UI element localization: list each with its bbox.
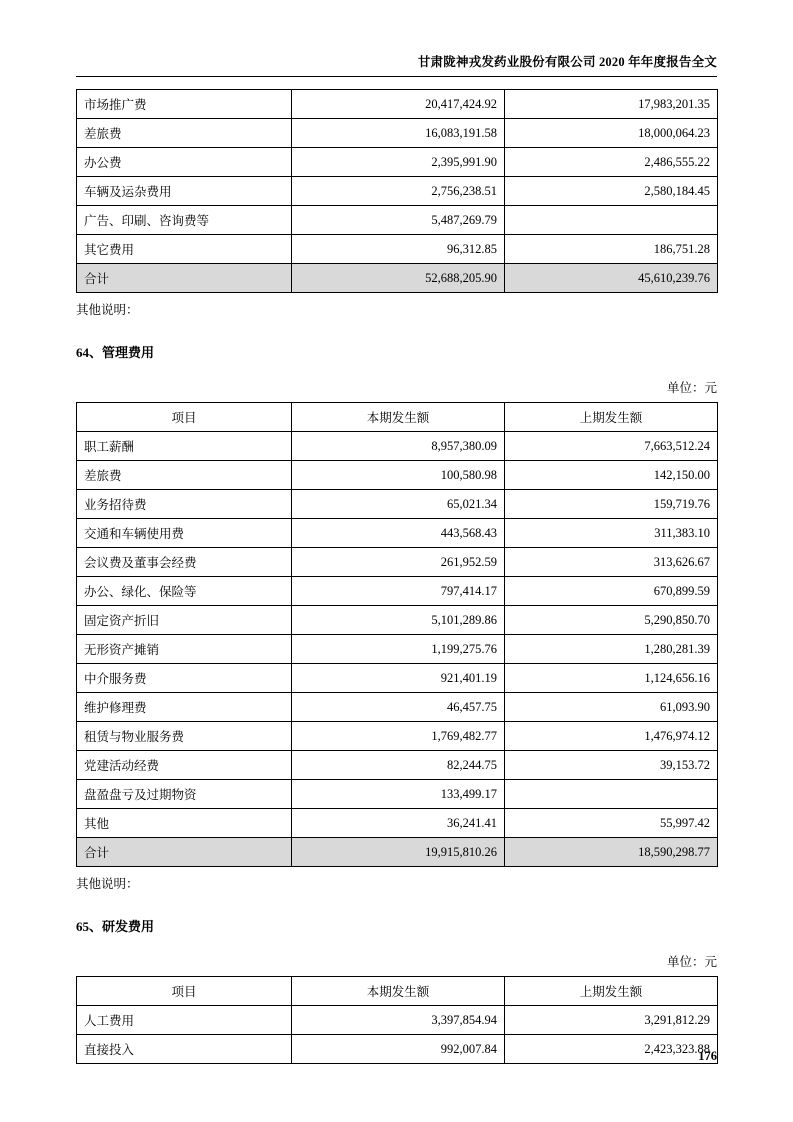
cell-previous: 55,997.42 — [505, 809, 718, 838]
table-header-row — [77, 977, 718, 1006]
table-row — [77, 432, 718, 461]
table-row — [77, 461, 718, 490]
cell-current: 3,397,854.94 — [292, 1006, 505, 1035]
cell-current: 797,414.17 — [292, 577, 505, 606]
cell-current: 2,395,991.90 — [292, 148, 505, 177]
cell-current: 19,915,810.26 — [292, 838, 505, 867]
note-other-explanation-2: 其他说明： — [76, 877, 139, 891]
cell-previous: 313,626.67 — [505, 548, 718, 577]
table-row — [77, 119, 718, 148]
cell-previous: 670,899.59 — [505, 577, 718, 606]
cell-item: 其它费用 — [77, 235, 292, 264]
column-header-current: 本期发生额 — [292, 977, 505, 1006]
cell-previous: 1,280,281.39 — [505, 635, 718, 664]
selling-expense-table-wrapper — [76, 89, 717, 293]
cell-previous: 5,290,850.70 — [505, 606, 718, 635]
cell-current: 82,244.75 — [292, 751, 505, 780]
cell-current: 100,580.98 — [292, 461, 505, 490]
page-number: 176 — [698, 1049, 717, 1063]
cell-current: 36,241.41 — [292, 809, 505, 838]
cell-previous: 1,476,974.12 — [505, 722, 718, 751]
table-row — [77, 577, 718, 606]
cell-previous: 159,719.76 — [505, 490, 718, 519]
cell-current: 65,021.34 — [292, 490, 505, 519]
cell-item: 无形资产摊销 — [77, 635, 292, 664]
cell-item: 维护修理费 — [77, 693, 292, 722]
unit-label-65: 单位：元 — [666, 955, 717, 969]
cell-item: 盘盈盘亏及过期物资 — [77, 780, 292, 809]
cell-item: 差旅费 — [77, 461, 292, 490]
table-row — [77, 90, 718, 119]
table-row-total — [77, 838, 718, 867]
cell-current: 921,401.19 — [292, 664, 505, 693]
cell-previous: 45,610,239.76 — [505, 264, 718, 293]
table-row — [77, 780, 718, 809]
table-row — [77, 1035, 718, 1064]
table-row — [77, 235, 718, 264]
cell-previous: 3,291,812.29 — [505, 1006, 718, 1035]
section-title-65: 65、研发费用 — [76, 919, 155, 934]
cell-item: 职工薪酬 — [77, 432, 292, 461]
unit-label-64: 单位：元 — [666, 381, 717, 395]
cell-previous: 186,751.28 — [505, 235, 718, 264]
cell-item: 差旅费 — [77, 119, 292, 148]
table-row — [77, 1006, 718, 1035]
cell-previous: 311,383.10 — [505, 519, 718, 548]
cell-item: 租赁与物业服务费 — [77, 722, 292, 751]
header-title: 甘肃陇神戎发药业股份有限公司 2020 年年度报告全文 — [417, 55, 717, 69]
cell-current: 1,769,482.77 — [292, 722, 505, 751]
rnd-expense-table — [76, 976, 718, 1064]
cell-current: 8,957,380.09 — [292, 432, 505, 461]
table-row — [77, 206, 718, 235]
cell-current: 20,417,424.92 — [292, 90, 505, 119]
selling-expense-table — [76, 89, 718, 293]
table-row — [77, 751, 718, 780]
cell-current: 261,952.59 — [292, 548, 505, 577]
cell-item: 合计 — [77, 264, 292, 293]
cell-current: 5,101,289.86 — [292, 606, 505, 635]
table-row — [77, 606, 718, 635]
column-header-item: 项目 — [77, 403, 292, 432]
cell-previous: 18,590,298.77 — [505, 838, 718, 867]
cell-previous: 18,000,064.23 — [505, 119, 718, 148]
table-row — [77, 490, 718, 519]
cell-previous: 61,093.90 — [505, 693, 718, 722]
cell-item: 办公、绿化、保险等 — [77, 577, 292, 606]
cell-current: 52,688,205.90 — [292, 264, 505, 293]
cell-previous: 2,423,323.88 — [505, 1035, 718, 1064]
cell-current: 46,457.75 — [292, 693, 505, 722]
column-header-current: 本期发生额 — [292, 403, 505, 432]
cell-current: 443,568.43 — [292, 519, 505, 548]
cell-previous — [505, 206, 718, 235]
cell-previous: 142,150.00 — [505, 461, 718, 490]
table-row — [77, 635, 718, 664]
table-row — [77, 148, 718, 177]
table-row — [77, 664, 718, 693]
cell-current: 133,499.17 — [292, 780, 505, 809]
cell-current: 96,312.85 — [292, 235, 505, 264]
cell-previous: 2,580,184.45 — [505, 177, 718, 206]
table-row — [77, 548, 718, 577]
cell-current: 16,083,191.58 — [292, 119, 505, 148]
page-header — [76, 0, 717, 70]
table-header-row — [77, 403, 718, 432]
column-header-item: 项目 — [77, 977, 292, 1006]
section-title-64: 64、管理费用 — [76, 345, 155, 360]
column-header-previous: 上期发生额 — [505, 403, 718, 432]
table-row — [77, 722, 718, 751]
table-row — [77, 809, 718, 838]
table-row — [77, 177, 718, 206]
cell-item: 市场推广费 — [77, 90, 292, 119]
header-divider — [76, 76, 717, 77]
cell-previous: 1,124,656.16 — [505, 664, 718, 693]
table-row-total — [77, 264, 718, 293]
cell-item: 车辆及运杂费用 — [77, 177, 292, 206]
table-row — [77, 693, 718, 722]
cell-previous — [505, 780, 718, 809]
cell-item: 业务招待费 — [77, 490, 292, 519]
cell-item: 直接投入 — [77, 1035, 292, 1064]
cell-previous: 7,663,512.24 — [505, 432, 718, 461]
cell-current: 2,756,238.51 — [292, 177, 505, 206]
note-other-explanation-1: 其他说明： — [76, 303, 139, 317]
cell-item: 固定资产折旧 — [77, 606, 292, 635]
cell-item: 会议费及董事会经费 — [77, 548, 292, 577]
cell-item: 广告、印刷、咨询费等 — [77, 206, 292, 235]
cell-current: 5,487,269.79 — [292, 206, 505, 235]
cell-previous: 39,153.72 — [505, 751, 718, 780]
cell-item: 办公费 — [77, 148, 292, 177]
table-row — [77, 519, 718, 548]
column-header-previous: 上期发生额 — [505, 977, 718, 1006]
admin-expense-table — [76, 402, 718, 867]
cell-previous: 17,983,201.35 — [505, 90, 718, 119]
cell-item: 人工费用 — [77, 1006, 292, 1035]
cell-item: 其他 — [77, 809, 292, 838]
cell-item: 交通和车辆使用费 — [77, 519, 292, 548]
cell-item: 中介服务费 — [77, 664, 292, 693]
cell-item: 合计 — [77, 838, 292, 867]
cell-current: 1,199,275.76 — [292, 635, 505, 664]
cell-previous: 2,486,555.22 — [505, 148, 718, 177]
cell-current: 992,007.84 — [292, 1035, 505, 1064]
cell-item: 党建活动经费 — [77, 751, 292, 780]
